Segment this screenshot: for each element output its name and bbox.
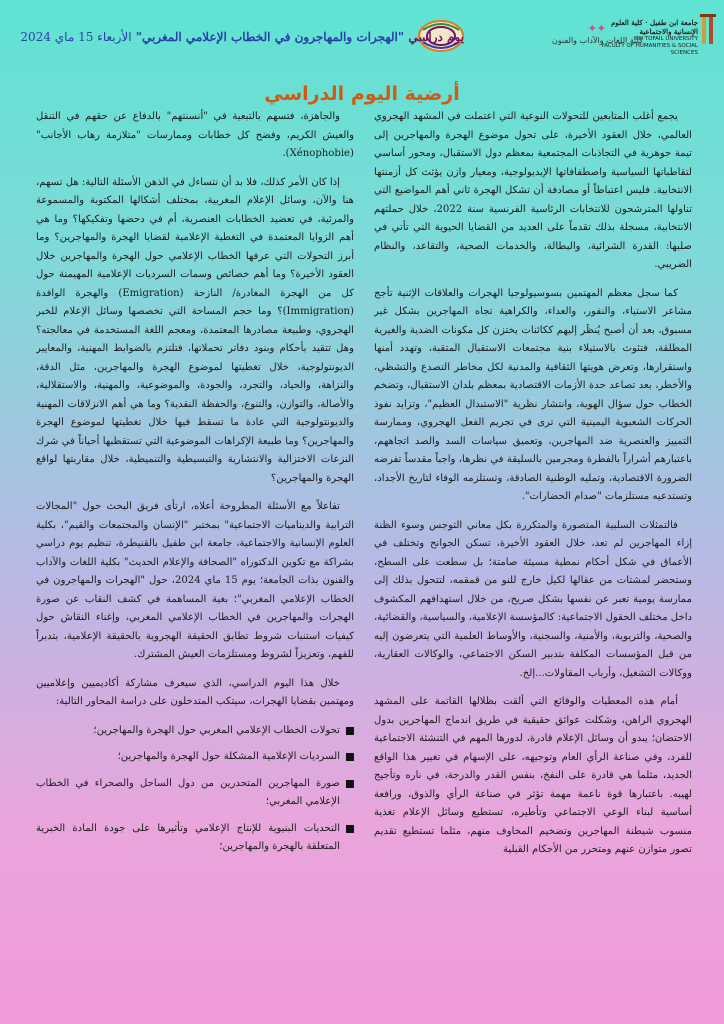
left-paragraph-3: تفاعلاً مع الأسئلة المطروحة أعلاه، ارتأى فريق البحث حول "المجالات الترابية والديناميات الاجتماعية" بمختبر "الإنسان والمجتمعات والقيم"، بكلية العلوم الإنسانية والاجتماعية، جامعة ابن طفيل بالقنيطرة، تنظيم يوم دراسي بشراكة مع تكوين الدكتوراه "الصحافة والإعلام الحديث" بكلية اللغات والآداب والفنون بذات الجامعة؛ يوم 15 ماي 2024، حول "الهجرات والمهاجرون في الخطاب الإعلامي المغربي"؛ بغية المساهمة في كشف النقاب عن صورة الهجرات والمهاجرين في الخطاب الإعلامي المغربي، وإغناء النقاش حول كيفيات استنبات شروط تطابق الحقيقة الهجروية بالحقيقة الإعلامية، بتدبراً للفهم، وتعزيزاً لشروط ومستلزمات العيش المشترك.	[36, 501, 354, 660]
right-paragraph-4: أمام هذه المعطيات والوقائع التي ألقت بظلالها القاتمة على المشهد الهجروي الراهن، وشكلت عوائق حقيقية في طريق اندماج المهاجرين بدول الاحتضان؛ يبدو أن وسائل الإعلام قادرة، لدورها المهم في التنشئة الاجتماعية للفرد، وفي صناعة الرأي العام وتوجيهه، على الإسهام في تغيير هذا الواقع الجديد، مثلما هي قادرة على النفخ، بنفس القدر والدرجة، في ناره وتأجيج لهيبه. باعتبارها قوة ناعمة مهمة تؤثر في صناعة الرأي والذوق، ورافعة أساسية لبناء الوعي الاجتماعي وتأطيره، تستطيع وسائل الإعلام تغذية منسوب شيطنة المهاجرين وتضخيم المخاوف منهم، مثلما تستطيع تقديم تصور متوازن عنهم ومتحرر من الأحكام القبلية	[374, 696, 692, 855]
axis-item: تحولات الخطاب الإعلامي المغربي حول الهجرة والمهاجرين؛	[36, 722, 354, 741]
university-name-en-line2: FACULTY OF HUMANITIES & SOCIAL SCIENCES	[601, 43, 698, 56]
axis-item: السرديات الإعلامية المشكلة حول الهجرة والمهاجرين؛	[36, 748, 354, 767]
university-emblem-icon	[700, 12, 716, 48]
right-paragraph-2: كما سجل معظم المهتمين بسوسيولوجيا الهجرات والعلاقات الإثنية تأجج مشاعر الاستياء، والنفور، والعداء، والكراهية تجاه المهاجرين بشكل غير مسبوق، بعد أن أصبح يُنظَر إليهم ككائنات يختزن كل مكونات الضدية والغيرية المطلقة، فتئوث بالاستيلاء بنية مجتمعات الاستقبال المتقبة، وتهدد أمنها واستقرارها، وتعرض هويتها الثقافية والمدنية لكل مخاطر التصدع والتشظي، والأخطر، بعد تصاعد حدة الأزمات الاقتصادية بمعظم بلدان الاستقبال، وتضخم الخطاب حول سؤال الهوية، وانتشار نظرية "الاستبدال العظيم"، وتزايد نفوذ الحركات الشعبوية اليمينية التي ترى في تجريم الفعل الهجروي، وممارسة التمييز والعنصرية ضد المهاجرين، وتعميق سياسات السد والصد اتجاههم، باعتبارهم أشراراً بالفطرة ومجرمين بالسليقة في نظرها، واجباً مقدساً تفرضه الضرورة الاقتصادية، وتمليه الوطنية الصادقة، وتستلزمه الوفاء لتاريخ الأجداد، وتستدعيه مستلزمات "صدام الحضارات".	[374, 287, 692, 502]
axes-list	[36, 722, 354, 857]
faculty-logo-text: كلية اللغات والآداب والفنون	[552, 36, 643, 45]
university-name-en-line1: IBN TOFAIL UNIVERSITY	[633, 36, 698, 42]
university-name-ar: جامعة ابن طفيل · كلية العلوم الإنسانية والاجتماعية	[611, 18, 698, 36]
left-paragraph-4: خلال هذا اليوم الدراسي، الذي سيعرف مشاركة أكاديميين وإعلاميين ومهتمين بقضايا الهجرات، سيتكب المتدخلون على دراسة المحاور التالية:	[36, 677, 354, 707]
faculty-emblem-icon: ✦✦	[587, 22, 606, 35]
left-paragraph-1: والجاهزة، فتسهم بالتبعية في "أنسنتهم" بالدفاع عن حقهم في التنقل والعيش الكريم، وفضح كل خطابات وممارسات "متلازمة رهاب الأجانب" (Xénophobie).	[36, 111, 354, 159]
right-column	[374, 108, 692, 1018]
axis-item: التحديات البنيوية للإنتاج الإعلامي وتأثيرها على جودة المادة الخبرية المتعلقة بالهجرة والمهاجرين؛	[36, 820, 354, 857]
page-title: أرضية اليوم الدراسي	[264, 82, 460, 105]
right-paragraph-1: يجمع أغلب المتابعين للتحولات النوعية التي اعتملت في المشهد الهجروي العالمي، خلال العقود الأخيرة، على تحول موضوع الهجرة والمهاجرين إلى تيمة جوهرية في التجاذبات المجتمعية بمعظم دول الاستقبال، ومحور أساسي لتقاطباتها السياسية واصطفافاتها الإيديولوجية، ومعيار وازن يؤثث كل أزمنتها الانتخابية. فليس اعتباطاً أو مصادفة أن تشكل الهجرة ثاني أهم المواضيع التي تناولها المترشحون للانتخابات الرئاسية الفرنسية سنة 2022، خلال حملتهم الانتخابية، مسجلة بذلك تقدماً على العديد من القضايا الحيوية التي تأتي في صلبها: القدرة الشرائية، والبطالة، والخدمات الصحية، والتقاعد، والنظام الضريبي.	[374, 111, 692, 270]
event-title: "الهجرات والمهاجرون في الخطاب الإعلامي المغربي"	[135, 30, 405, 44]
page-header	[0, 0, 724, 62]
left-column	[36, 108, 354, 1018]
event-lead: يوم دراسي	[408, 30, 464, 44]
faculty-logo	[545, 22, 650, 52]
event-date: الأربعاء 15 ماي 2024	[20, 30, 132, 44]
left-paragraph-2: إذا كان الأمر كذلك، فلا بد أن نتساءل في الذهن الأسئلة التالية: هل تسهم، هنا والآن، وسائل الإعلام المغربية، بمختلف أشكالها المكتوبة والمسموعة والمرئية، في تعضيد الخطابات العنصرية، أم في دحضها وتفكيكها؟ وما هي أهم الزوايا المعتمدة في التغطية الإعلامية لقضايا الهجرة والمهاجرين؟ وما أبرز التحولات التي عرفها الخطاب الإعلامي حول الهجرة والمهاجرين خلال العقود الأخيرة؟ وما أهم خصائص وسمات السرديات الإعلامية المهيمنة حول كل من الهجرة المغادرة/ النازحة (Emigration) والهجرة الوافدة (Immigration)؟ وما حجم المساحة التي تخصصها وسائل الإعلام للخبر الهجروي، وطبيعة مصادرها المعتمدة، ومعجم اللغة المستخدمة في معالجته؟ وهل تتقيد بأحكام وبنود دفاتر تحملاتها، فتلتزم بالضوابط المهنية، والمعايير الديونتولوجية، خلال تغطيتها لموضوع الهجرة والمهاجرين، مثل الدقة، والنزاهة، والحياد، والتجرد، والجودة، والموضوعية، والمهنية، والاستقلالية، والأصالة، والتوازن، والتنوع، والحفظة النقدية؟ وما هي أهم الانزلاقات المهنية والديونتولوجية التي عادة ما تسقط فيها خلال تغطيتها لموضوع الهجرة والمهاجرين؟ وما طبيعة الإكراهات الموضوعية التي تستقطبها أحياناً في شرك النزعات الاختزالية والانتشارية والتبسيطية والتنميطية، خلال مقاربتها لواقع الهجرة والمهاجرين؟	[36, 176, 354, 484]
axis-item: صورة المهاجرين المتحدرين من دول الساحل والصحراء في الخطاب الإعلامي المغربي؛	[36, 775, 354, 812]
right-paragraph-3: فالتمثلات السلبية المتصورة والمتكررة بكل معاني التوجس وسوء الظنة إزاء المهاجرين لم تعد، خلال العقود الأخيرة، تسكن الجوانح وتختلف في الأعماق في شكل أحكام نمطية مسيئة صامتة؛ بل سطعت على السطح، وستحضر لمشتات من عقالها لكيل خارج للنو من قمقمه، لتتحول بذلك إلى ممارسة يومية تعبر عن نفسها بشكل صريح، من خلال استهدافهم المكشوف داخل مختلف الحقول الاجتماعية: كالمؤسسة الإعلامية، والسياسية، والقضائية، والصحية، والتربوية، والأمنية، والسجنية، والأوساط العلمية التي يتعرضون إليه من قبل المؤسسات المكلفة بتدبير السكن الاجتماعي، والوكالات العقارية، ووكالات التشغيل، وأرباب المقاولات...إلخ.	[374, 519, 692, 679]
event-banner	[20, 30, 464, 44]
